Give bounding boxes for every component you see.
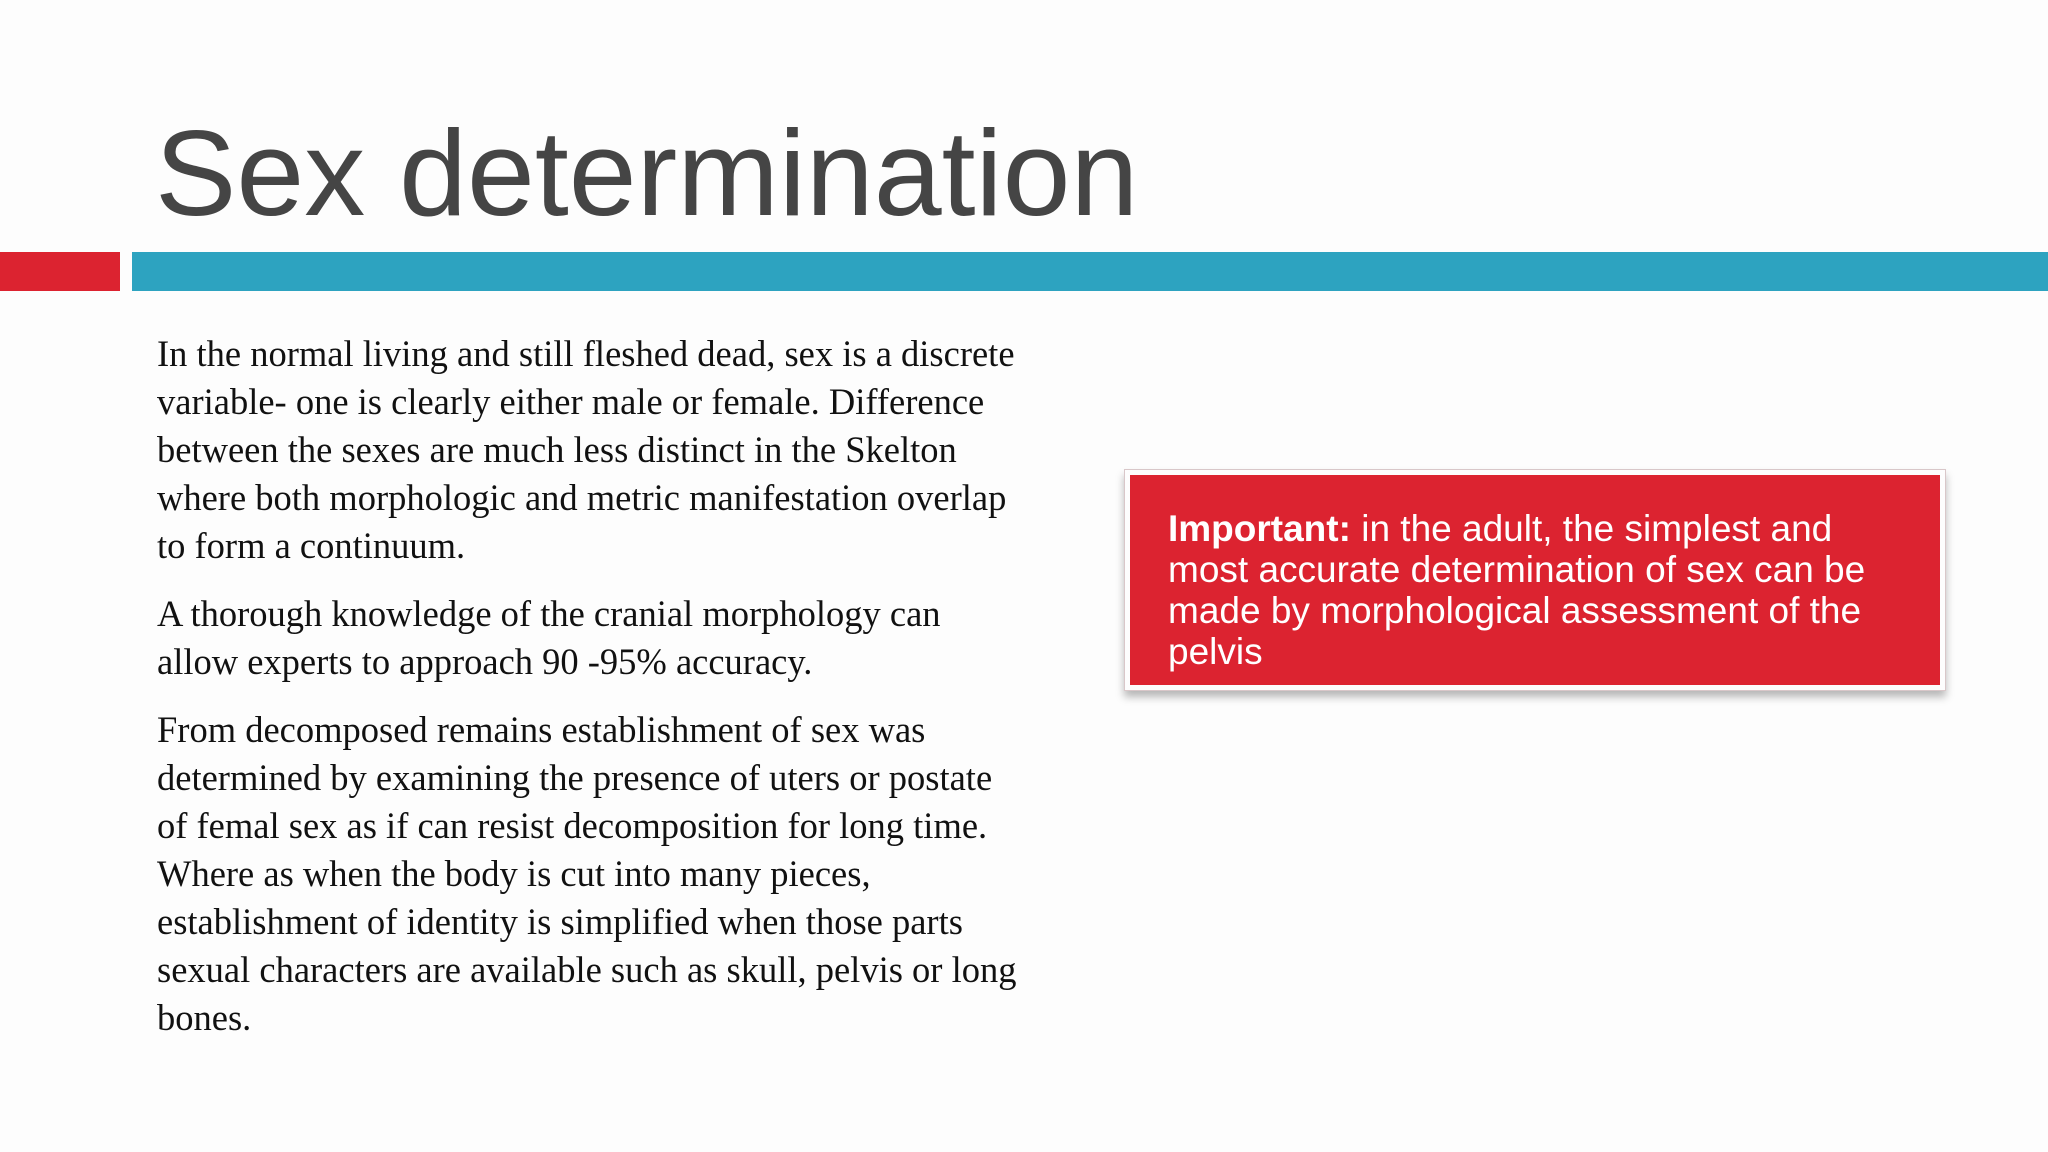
callout-text: in the adult, the simplest and most accurate determination of sex can be made by morphological assessment of the pelvis xyxy=(1168,508,1866,672)
paragraph-sex-discrete: In the normal living and still fleshed dead, sex is a discrete variable- one is clearly either male or female. Difference between the sexes are much less distinct in the Skelton where both morphologic and metric manifestation overlap to form a continuum. xyxy=(157,333,1015,566)
callout-label: Important: xyxy=(1168,508,1351,549)
callout-content xyxy=(1130,475,1940,685)
paragraph-cranial-accuracy: A thorough knowledge of the cranial morphology can allow experts to approach 90 -95% accuracy. xyxy=(157,593,941,682)
accent-bar-blue xyxy=(132,252,2048,291)
important-callout-box xyxy=(1124,469,1946,691)
slide-title: Sex determination xyxy=(155,105,1139,241)
paragraph-decomposed-remains: From decomposed remains establishment of sex was determined by examining the presence of uters or postate of femal sex as if can resist decomposition for long time. Where as when the body is cut into many pieces, establishment of identity is simplified when those parts sexual characters are available such as skull, pelvis or long bones. xyxy=(157,709,1017,1038)
accent-bar-red xyxy=(0,252,120,291)
body-text xyxy=(157,330,1017,1062)
